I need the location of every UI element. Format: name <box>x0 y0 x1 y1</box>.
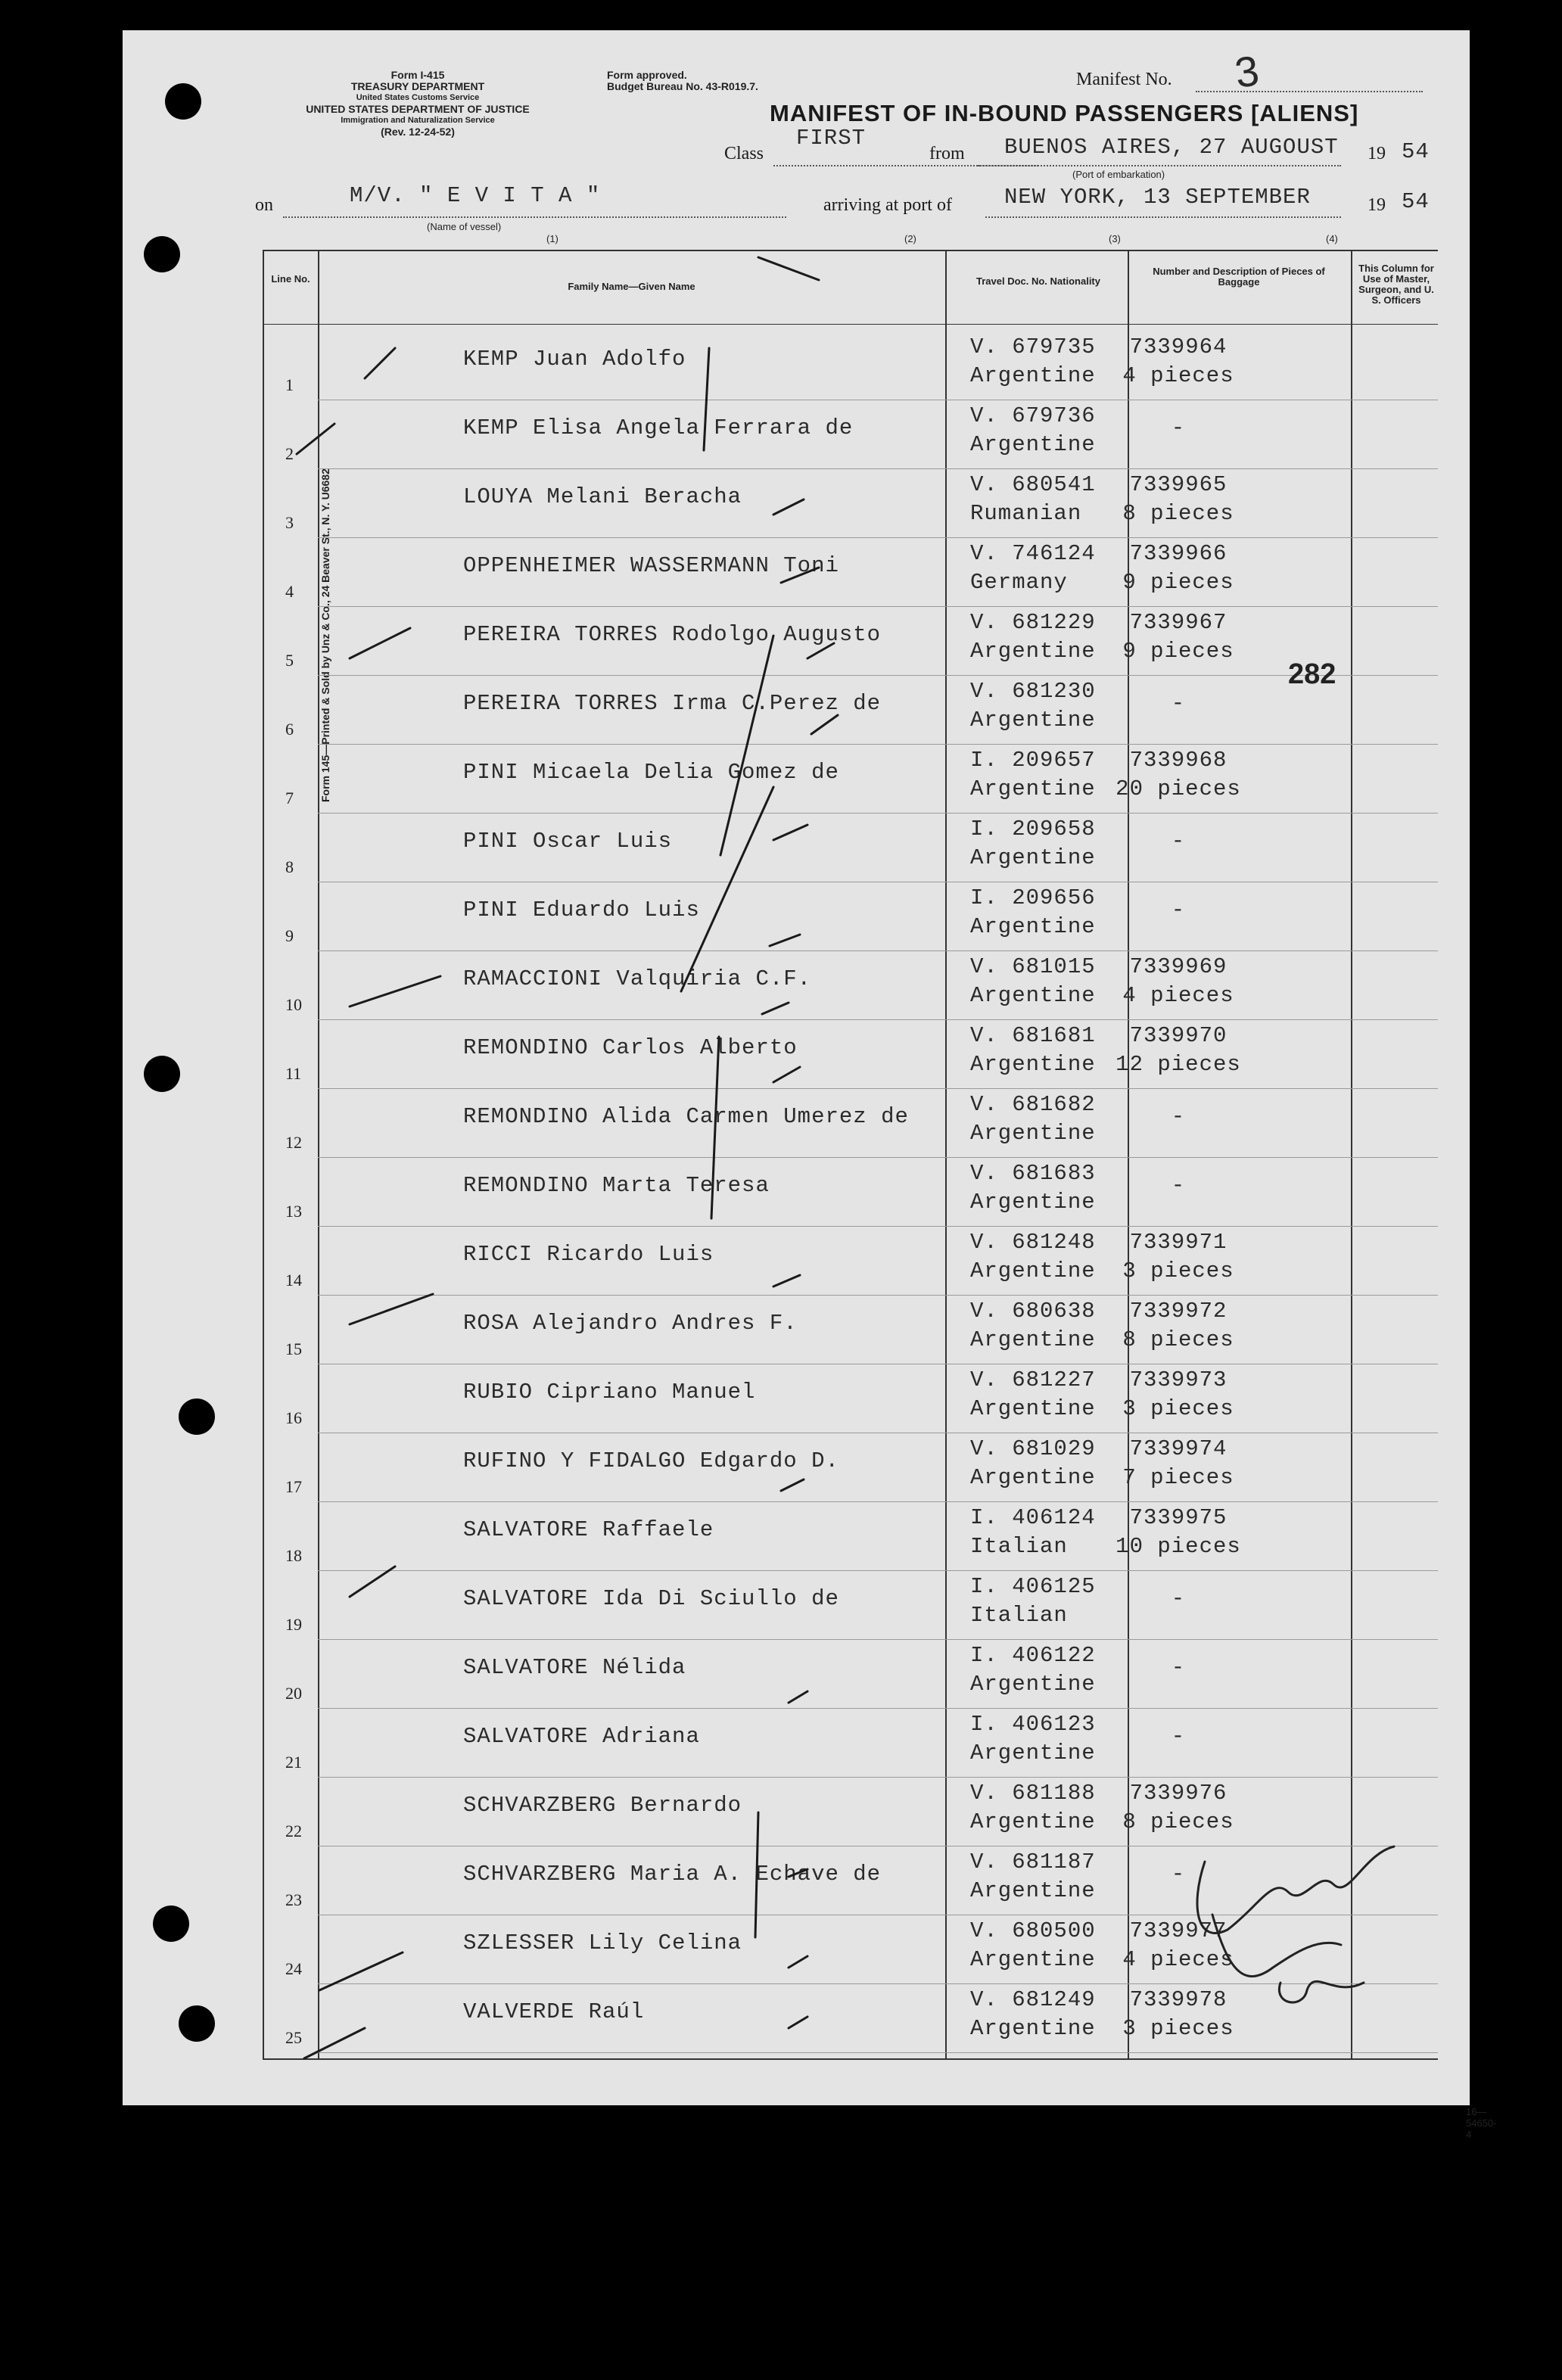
line-number: 14 <box>285 1271 302 1290</box>
nationality: Argentine <box>970 914 1096 939</box>
baggage-pieces: 7 pieces <box>1122 1465 1234 1490</box>
passenger-name: RICCI Ricardo Luis <box>463 1242 714 1267</box>
line-number: 6 <box>285 720 294 739</box>
travel-doc-number: V. 680541 <box>970 472 1096 497</box>
travel-doc-number: V. 681188 <box>970 1781 1096 1806</box>
treasury-dept: TREASURY DEPARTMENT <box>350 80 485 92</box>
line-number: 18 <box>285 1546 302 1565</box>
on-label: on <box>255 195 273 215</box>
col-header-officers: This Column for Use of Master, Surgeon, and U. S. Officers <box>1358 263 1434 306</box>
col-num-2: (2) <box>904 233 916 244</box>
baggage-number: 7339978 <box>1129 1987 1228 2012</box>
nationality: Argentine <box>970 1878 1096 1903</box>
nationality: Italian <box>970 1603 1068 1628</box>
baggage-number: 7339964 <box>1129 334 1228 359</box>
travel-doc-number: V. 681249 <box>970 1987 1096 2012</box>
form-approved: Form approved. <box>607 69 687 81</box>
form-number: Form I-415 <box>390 69 445 81</box>
line-number: 1 <box>285 375 294 394</box>
from-year-prefix: 19 <box>1368 144 1386 163</box>
nationality: Argentine <box>970 1672 1096 1697</box>
line-number: 21 <box>285 1753 302 1772</box>
line-number: 10 <box>285 995 302 1014</box>
line-number: 13 <box>285 1202 302 1221</box>
passenger-name: REMONDINO Alida Carmen Umerez de <box>463 1104 909 1129</box>
baggage-pieces: - <box>1171 1862 1186 1887</box>
baggage-pieces: 8 pieces <box>1122 1327 1234 1352</box>
baggage-pieces: - <box>1171 1586 1186 1611</box>
passenger-name: PINI Eduardo Luis <box>463 898 700 922</box>
passenger-name: PINI Oscar Luis <box>463 829 673 854</box>
arriving-label: arriving at port of <box>823 195 952 215</box>
passenger-name: VALVERDE Raúl <box>463 1999 645 2024</box>
baggage-pieces: 8 pieces <box>1122 1809 1234 1834</box>
form-footer: 16—54650-4 <box>1466 2106 1497 2140</box>
baggage-pieces: - <box>1171 415 1186 440</box>
nationality: Germany <box>970 570 1068 595</box>
passenger-name: KEMP Juan Adolfo <box>463 347 686 372</box>
travel-doc-number: V. 681230 <box>970 679 1096 704</box>
travel-doc-number: I. 209656 <box>970 885 1096 910</box>
baggage-pieces: 8 pieces <box>1122 501 1234 526</box>
class-value: FIRST <box>796 126 867 151</box>
travel-doc-number: V. 679735 <box>970 334 1096 359</box>
baggage-pieces: - <box>1171 1724 1186 1749</box>
travel-doc-number: V. 679736 <box>970 403 1096 428</box>
baggage-number: 7339971 <box>1129 1230 1228 1255</box>
justice-dept: UNITED STATES DEPARTMENT OF JUSTICE <box>306 103 530 115</box>
travel-doc-number: V. 681187 <box>970 1850 1096 1874</box>
passenger-name: PINI Micaela Delia Gomez de <box>463 760 839 785</box>
line-number: 22 <box>285 1822 302 1840</box>
nationality: Argentine <box>970 1121 1096 1146</box>
travel-doc-number: I. 406124 <box>970 1505 1096 1530</box>
class-label: Class <box>724 144 764 163</box>
col-num-4: (4) <box>1326 233 1338 244</box>
passenger-name: KEMP Elisa Angela Ferrara de <box>463 415 854 440</box>
travel-doc-number: V. 681227 <box>970 1367 1096 1392</box>
nationality: Argentine <box>970 1741 1096 1766</box>
ins-service: Immigration and Naturalization Service <box>341 116 495 125</box>
travel-doc-number: I. 209657 <box>970 748 1096 773</box>
baggage-pieces: 10 pieces <box>1115 1534 1241 1559</box>
baggage-number: 7339972 <box>1129 1299 1228 1324</box>
travel-doc-number: V. 681248 <box>970 1230 1096 1255</box>
vessel-name: M/V. " E V I T A " <box>350 183 601 208</box>
nationality: Argentine <box>970 708 1096 733</box>
col-header-name: Family Name—Given Name <box>568 281 695 292</box>
baggage-number: 7339969 <box>1129 954 1228 979</box>
nationality: Argentine <box>970 1947 1096 1972</box>
baggage-pieces: 9 pieces <box>1122 639 1234 664</box>
manifest-page <box>123 30 1497 2140</box>
nationality: Argentine <box>970 432 1096 457</box>
col-num-1: (1) <box>546 233 559 244</box>
travel-doc-number: V. 681015 <box>970 954 1096 979</box>
baggage-number: 7339966 <box>1129 541 1228 566</box>
nationality: Argentine <box>970 1809 1096 1834</box>
baggage-pieces: 3 pieces <box>1122 1258 1234 1283</box>
baggage-pieces: - <box>1171 1173 1186 1198</box>
passenger-name: PEREIRA TORRES Irma C.Perez de <box>463 691 882 716</box>
baggage-pieces: - <box>1171 898 1186 922</box>
travel-doc-number: V. 681029 <box>970 1436 1096 1461</box>
travel-doc-number: V. 746124 <box>970 541 1096 566</box>
nationality: Italian <box>970 1534 1068 1559</box>
vessel-caption: (Name of vessel) <box>427 221 502 232</box>
col-header-baggage: Number and Description of Pieces of Baggage <box>1153 266 1325 288</box>
line-number: 16 <box>285 1408 302 1427</box>
port-embark-caption: (Port of embarkation) <box>1072 169 1165 180</box>
nationality: Argentine <box>970 1396 1096 1421</box>
baggage-pieces: - <box>1171 1655 1186 1680</box>
budget-bureau: Budget Bureau No. 43-R019.7. <box>607 80 758 92</box>
baggage-pieces: 12 pieces <box>1115 1052 1241 1077</box>
nationality: Argentine <box>970 776 1096 801</box>
passenger-name: LOUYA Melani Beracha <box>463 484 742 509</box>
passenger-name: SCHVARZBERG Bernardo <box>463 1793 742 1818</box>
arrival-year: 54 <box>1402 189 1430 214</box>
line-number: 25 <box>285 2028 302 2047</box>
baggage-number: 7339974 <box>1129 1436 1228 1461</box>
passenger-name: REMONDINO Carlos Alberto <box>463 1035 798 1060</box>
travel-doc-number: V. 681229 <box>970 610 1096 635</box>
nationality: Argentine <box>970 1327 1096 1352</box>
from-year: 54 <box>1402 139 1430 164</box>
line-number: 8 <box>285 857 294 876</box>
baggage-pieces: - <box>1171 829 1186 854</box>
manifest-title: MANIFEST OF IN-BOUND PASSENGERS [ALIENS] <box>770 100 1359 126</box>
arrival-port: NEW YORK, 13 SEPTEMBER <box>1004 185 1311 210</box>
customs-service: United States Customs Service <box>356 93 480 102</box>
baggage-number: 7339977 <box>1129 1918 1228 1943</box>
line-number: 23 <box>285 1890 302 1909</box>
travel-doc-number: I. 406123 <box>970 1712 1096 1737</box>
baggage-number: 7339973 <box>1129 1367 1228 1392</box>
col-header-line: Line No. <box>271 273 310 285</box>
nationality: Argentine <box>970 983 1096 1008</box>
passenger-name: RUFINO Y FIDALGO Edgardo D. <box>463 1448 839 1473</box>
travel-doc-number: I. 406122 <box>970 1643 1096 1668</box>
passenger-name: SALVATORE Nélida <box>463 1655 686 1680</box>
baggage-number: 7339970 <box>1129 1023 1228 1048</box>
baggage-pieces: 9 pieces <box>1122 570 1234 595</box>
travel-doc-number: V. 681682 <box>970 1092 1096 1117</box>
passenger-name: SALVATORE Ida Di Sciullo de <box>463 1586 839 1611</box>
nationality: Argentine <box>970 639 1096 664</box>
nationality: Argentine <box>970 1190 1096 1215</box>
line-number: 5 <box>285 651 294 670</box>
baggage-number: 7339965 <box>1129 472 1228 497</box>
from-value: BUENOS AIRES, 27 AUGOUST <box>1004 135 1339 160</box>
baggage-pieces: 4 pieces <box>1122 363 1234 388</box>
nationality: Rumanian <box>970 501 1082 526</box>
passenger-name: RUBIO Cipriano Manuel <box>463 1380 756 1405</box>
handwritten-marks <box>123 30 1470 2105</box>
passenger-name: OPPENHEIMER WASSERMANN Toni <box>463 553 839 578</box>
line-number: 15 <box>285 1339 302 1358</box>
travel-doc-number: V. 681683 <box>970 1161 1096 1186</box>
nationality: Argentine <box>970 1465 1096 1490</box>
nationality: Argentine <box>970 2016 1096 2041</box>
travel-doc-number: I. 209658 <box>970 817 1096 842</box>
line-number: 17 <box>285 1477 302 1496</box>
line-number: 3 <box>285 513 294 532</box>
col-header-doc: Travel Doc. No. Nationality <box>976 275 1100 287</box>
baggage-pieces: 4 pieces <box>1122 983 1234 1008</box>
from-label: from <box>929 144 965 163</box>
line-number: 24 <box>285 1959 302 1978</box>
travel-doc-number: I. 406125 <box>970 1574 1096 1599</box>
passenger-name: SALVATORE Raffaele <box>463 1517 714 1542</box>
line-number: 20 <box>285 1684 302 1703</box>
baggage-pieces: 3 pieces <box>1122 1396 1234 1421</box>
passenger-name: REMONDINO Marta Teresa <box>463 1173 770 1198</box>
line-number: 4 <box>285 582 294 601</box>
line-number: 12 <box>285 1133 302 1152</box>
line-number: 19 <box>285 1615 302 1634</box>
manifest-no-value: 3 <box>1231 46 1262 97</box>
passenger-name: SZLESSER Lily Celina <box>463 1930 742 1955</box>
baggage-pieces: 20 pieces <box>1115 776 1241 801</box>
manifest-no-label: Manifest No. <box>1076 70 1172 89</box>
line-number: 7 <box>285 789 294 807</box>
baggage-number: 7339975 <box>1129 1505 1228 1530</box>
baggage-pieces: - <box>1171 691 1186 716</box>
baggage-number: 7339967 <box>1129 610 1228 635</box>
passenger-name: RAMACCIONI Valquiria C.F. <box>463 966 812 991</box>
baggage-number: 7339976 <box>1129 1781 1228 1806</box>
nationality: Argentine <box>970 363 1096 388</box>
col-num-3: (3) <box>1109 233 1121 244</box>
travel-doc-number: V. 680500 <box>970 1918 1096 1943</box>
passenger-name: SCHVARZBERG Maria A. Echave de <box>463 1862 882 1887</box>
baggage-pieces: 4 pieces <box>1122 1947 1234 1972</box>
travel-doc-number: V. 680638 <box>970 1299 1096 1324</box>
passenger-name: PEREIRA TORRES Rodolgo Augusto <box>463 622 882 647</box>
nationality: Argentine <box>970 1052 1096 1077</box>
officer-count: 282 <box>1288 658 1336 690</box>
inspector-signature <box>1197 1846 1394 2002</box>
line-number: 9 <box>285 926 294 945</box>
baggage-pieces: 3 pieces <box>1122 2016 1234 2041</box>
line-number: 2 <box>285 444 294 463</box>
nationality: Argentine <box>970 845 1096 870</box>
baggage-number: 7339968 <box>1129 748 1228 773</box>
revision: (Rev. 12-24-52) <box>381 126 455 138</box>
printer-note: Form 145—Printed & Sold by Unz & Co., 24 Beaver St., N. Y. U6682 <box>319 468 331 802</box>
nationality: Argentine <box>970 1258 1096 1283</box>
passenger-name: SALVATORE Adriana <box>463 1724 700 1749</box>
baggage-pieces: - <box>1171 1104 1186 1129</box>
line-number: 11 <box>285 1064 302 1083</box>
passenger-name: ROSA Alejandro Andres F. <box>463 1311 798 1336</box>
arrival-year-prefix: 19 <box>1368 195 1386 215</box>
travel-doc-number: V. 681681 <box>970 1023 1096 1048</box>
